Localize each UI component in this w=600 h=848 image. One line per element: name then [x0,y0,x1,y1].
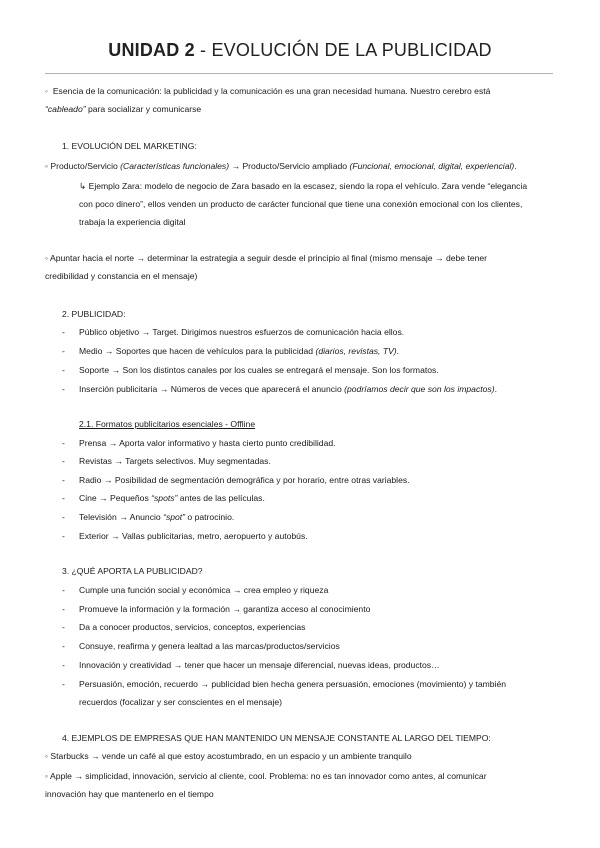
s1-example-line-2: con poco dinero”, ellos venden un producto de carácter funcional que tiene una conexión emocional con los clientes, [79,199,523,209]
list-dash: - [62,493,65,503]
page-title [0,40,600,61]
format-item-0 [79,434,336,452]
title-bold: UNIDAD 2 [108,40,195,60]
s3-item-4: Innovación y creatividad → tener que hacer un mensaje diferencial, nuevas ideas, productos… [79,660,440,670]
s3-item-5-line-1: Persuasión, emoción, recuerdo → publicidad bien hecha genera persuasión, emociones (movimiento) y también [79,679,507,689]
format-item-1-text: Revistas → Targets selectivos. Muy segmentadas. [79,456,271,466]
format-item-3 [79,489,265,507]
s2-item-0 [79,323,404,341]
format-item-4 [79,508,234,526]
s2-item-3-tail: . [494,384,497,394]
s2-item-3 [79,380,497,398]
s1-p1-d: (Funcional, emocional, digital, experiencial) [349,161,515,171]
list-dash: - [62,438,65,448]
format-item-0-text: Prensa → Aporta valor informativo y hasta cierto punto credibilidad. [79,438,336,448]
intro-text: Esencia de la comunicación: la publicidad y la comunicación es una gran necesidad humana. Nuestro cerebro está [52,86,491,96]
s3-item-3: Consuye, reafirma y genera lealtad a las marcas/productos/servicios [79,641,340,651]
format-item-3-italic: “spots” [151,493,178,503]
format-item-1 [79,452,271,470]
format-item-5 [79,527,308,545]
section-1-heading: 1. EVOLUCIÓN DEL MARKETING: [62,141,197,151]
list-dash: - [62,531,65,541]
s2-item-1-italic: (diarios, revistas, TV) [315,346,397,356]
s3-item-1: Promueve la información y la formación → garantiza acceso al conocimiento [79,604,371,614]
list-dash: - [62,622,65,632]
s3-item-0: Cumple una función social y económica → crea empleo y riqueza [79,585,329,595]
list-dash: - [62,365,65,375]
s1-p1 [45,157,517,175]
s2-item-0-text: Público objetivo → Target. Dirigimos nuestros esfuerzos de comunicación hacia ellos. [79,327,405,337]
intro-bullet: ◦ [45,86,49,96]
section-3-heading: 3. ¿QUÉ APORTA LA PUBLICIDAD? [62,566,203,576]
list-dash: - [62,384,65,394]
list-dash: - [62,660,65,670]
s1-p2-line-1: ◦ Apuntar hacia el norte → determinar la estrategia a seguir desde el principio al final (mismo mensaje → debe tener [45,253,488,263]
s2-item-3-text: Inserción publicitaria → Números de veces que aparecerá el anuncio [79,384,345,394]
s3-item-2: Da a conocer productos, servicios, conceptos, experiencias [79,622,306,632]
list-dash: - [62,456,65,466]
s1-example-line-1: ↳ Ejemplo Zara: modelo de negocio de Zara basado en la escasez, siendo la ropa el vehículo. Zara vende “elegancia [79,181,528,191]
s1-p2-line-2: credibilidad y constancia en el mensaje) [45,271,198,281]
s1-p1-b: (Características funcionales) [120,161,230,171]
list-dash: - [62,475,65,485]
format-item-3-tail: antes de las películas. [177,493,265,503]
s2-item-2-text: Soporte → Son los distintos canales por los cuales se entregará el mensaje. Son los formatos. [79,365,439,375]
s3-item-5-line-2: recuerdos (focalizar y ser conscientes en el mensaje) [79,697,282,707]
s4-apple-line-1: ◦ Apple → simplicidad, innovación, servicio al cliente, cool. Problema: no es tan innovador como antes, al comunicar [45,771,487,781]
s2-item-1-tail: . [396,346,400,356]
format-item-4-italic: “spot” [163,512,186,522]
title-rest: - EVOLUCIÓN DE LA PUBLICIDAD [194,40,492,60]
list-dash: - [62,641,65,651]
section-2-heading: 2. PUBLICIDAD: [62,309,126,319]
format-item-4-tail: o patrocinio. [185,512,235,522]
list-dash: - [62,327,65,337]
s2-item-2 [79,361,439,379]
format-item-4-text: Televisión → Anuncio [79,512,164,522]
s4-apple-line-2: innovación hay que mantenerlo en el tiempo [45,789,214,799]
list-dash: - [62,512,65,522]
format-item-3-text: Cine → Pequeños [79,493,152,503]
s1-p1-c: → Producto/Servicio ampliado [229,161,350,171]
list-dash: - [62,585,65,595]
s2-item-1 [79,342,399,360]
intro-tail: para socializar y comunicarse [85,104,202,114]
section-4-heading: 4. EJEMPLOS DE EMPRESAS QUE HAN MANTENIDO UN MENSAJE CONSTANTE AL LARGO DEL TIEMPO: [62,733,491,743]
list-dash: - [62,346,65,356]
intro-line-2 [45,100,201,118]
intro-line-1 [45,82,490,100]
format-item-5-text: Exterior → Vallas publicitarias, metro, aeropuerto y autobús. [79,531,308,541]
s2-item-3-italic: (podríamos decir que son los impactos) [344,384,495,394]
list-dash: - [62,679,65,689]
s2-item-1-text: Medio → Soportes que hacen de vehículos para la publicidad [79,346,316,356]
list-dash: - [62,604,65,614]
s4-starbucks: ◦ Starbucks → vende un café al que estoy acostumbrado, en un espacio y un ambiente tranquilo [45,751,412,761]
intro-italic: “cableado” [45,104,86,114]
s1-p1-e: . [514,161,517,171]
s1-p1-a: ◦ Producto/Servicio [45,161,121,171]
format-item-2 [79,471,410,489]
title-divider [45,73,553,74]
subsection-2-1-heading: 2.1. Formatos publicitarios esenciales - Offline [79,419,256,429]
format-item-2-text: Radio → Posibilidad de segmentación demográfica y por horario, entre otras variables. [79,475,410,485]
s1-example-line-3: trabaja la experiencia digital [79,217,186,227]
